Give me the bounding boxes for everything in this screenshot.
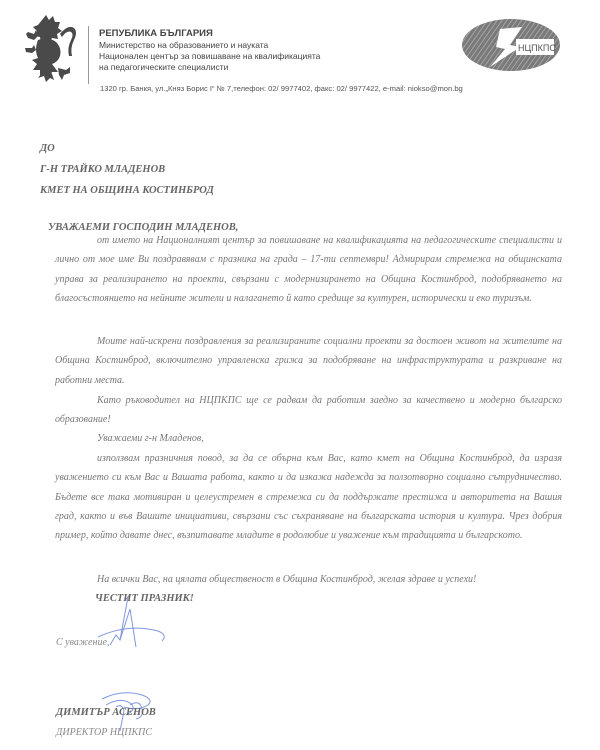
contact-address: 1320 гр. Банкя, ул.„Княз Борис I“ № 7,телефон: 02/ 9977402, факс: 02/ 9977422, e-mail: niokso@mon.bg xyxy=(100,84,463,93)
body-paragraph xyxy=(55,570,562,589)
recipient-position: КМЕТ НА ОБЩИНА КОСТИНБРОД xyxy=(40,185,214,196)
closing-regards: С уважение, xyxy=(56,637,110,648)
body-paragraph xyxy=(55,332,562,390)
ncpkps-logo-icon xyxy=(460,17,562,73)
signer-name: ДИМИТЪР АСЕНОВ xyxy=(56,707,156,718)
paragraph-text: използвам празничния повод, за да се обърна към Вас, като кмет на Община Костинброд, да изразя уважението си към Вас и Вашата работа, както и да изкажа надежда за ползотворно социално сътрудничество. Бъдете все така мотивиран и целеустремен в стремежа си да поддържате престижа и авторитета на Вашия град, както и във Вашите инициативи, свързани със съхраняване на българската история и култура. Чрез добрия пример, който давате днес, възпитавате младите в родолюбие и уважение към традицията и българското. xyxy=(55,453,562,542)
recipient-to: ДО xyxy=(40,143,55,154)
body-paragraph xyxy=(55,449,562,545)
body-paragraph xyxy=(55,391,562,430)
paragraph-text: Моите най-искрени поздравления за реализираните социални проекти за достоен живот на жителите на Община Костинброд, включително управленска грижа за подобряване на инфраструктурата и разкриване на работни места. xyxy=(55,336,562,386)
center-name-line2: на педагогическите специалисти xyxy=(99,62,229,72)
logo-text: НЦПКПС xyxy=(518,43,556,53)
salutation: УВАЖАЕМИ ГОСПОДИН МЛАДЕНОВ, xyxy=(48,222,239,233)
recipient-block xyxy=(40,138,214,201)
paragraph-text: Уважаеми г-н Младенов, xyxy=(97,433,204,444)
header-divider xyxy=(88,26,89,84)
coat-of-arms-lion-icon xyxy=(22,14,80,84)
paragraph-text: от името на Националният център за повишаване на квалификацията на педагогическите специалисти и лично от мое име Ви поздравявам с празника на града – 17-ти септември! Адмирирам стремежа на общинската управа за реализирането на проекти, свързани с модернизирането на Община Костинброд, подобряването на благосъстоянието на нейните жители и налагането й като средище за културен, исторически и еко туризъм. xyxy=(55,235,562,304)
ministry-name: Министерство на образованието и науката xyxy=(99,40,269,50)
body-paragraph xyxy=(55,429,562,448)
signature-icon xyxy=(58,595,178,745)
center-name-line1: Национален център за повишаване на квалификацията xyxy=(99,51,321,61)
paragraph-text: Като ръководител на НЦПКПС ще се радвам да работим заедно за качествено и модерно българско образование! xyxy=(55,395,562,426)
recipient-name: Г-Н ТРАЙКО МЛАДЕНОВ xyxy=(40,164,166,175)
letterhead-text xyxy=(99,28,320,73)
signer-title: ДИРЕКТОР НЦПКПС xyxy=(56,727,153,738)
festive-greeting: ЧЕСТИТ ПРАЗНИК! xyxy=(95,593,194,604)
body-paragraph xyxy=(55,231,562,308)
paragraph-text: На всички Вас, на цялата общественост в Община Костинброд, желая здраве и успехи! xyxy=(97,574,477,585)
country-name: РЕПУБЛИКА БЪЛГАРИЯ xyxy=(99,28,213,39)
